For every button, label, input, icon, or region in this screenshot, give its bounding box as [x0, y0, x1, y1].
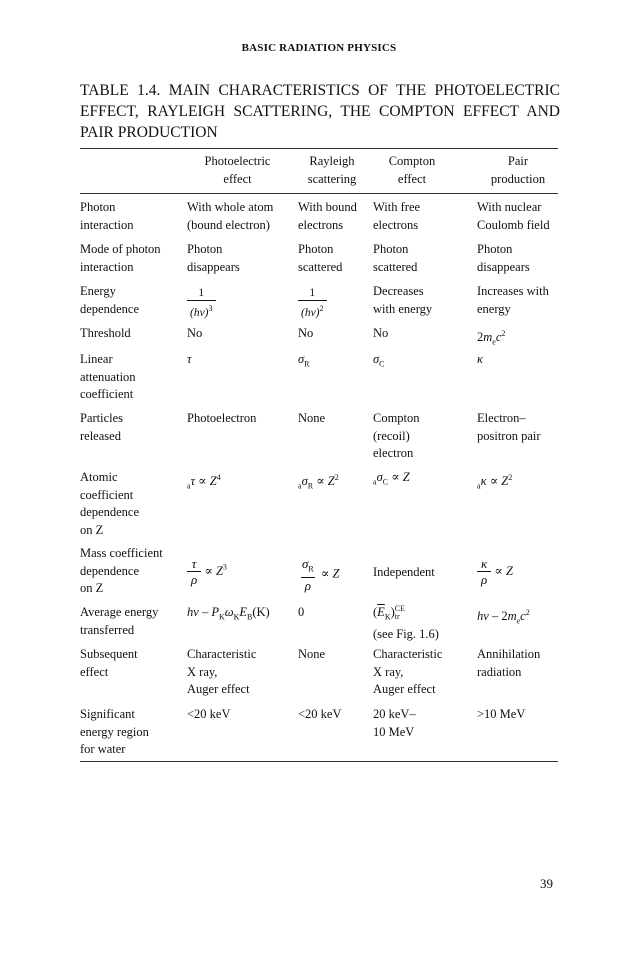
cell-line: Electron– [477, 411, 526, 425]
cell-line: (bound electron) [187, 217, 270, 232]
cell-compton [373, 410, 420, 463]
proportional-sign: ∝ [313, 474, 328, 489]
row-label-line: Photon [80, 200, 116, 214]
column-header-line: scattering [307, 172, 357, 186]
photon-energy: hν [187, 605, 199, 619]
cell-compton [373, 241, 417, 276]
row-label-line: coefficient [80, 487, 134, 502]
row-label-line: Mass coefficient [80, 546, 163, 560]
prefix: a [187, 481, 191, 491]
cell-line: With nuclear [477, 200, 542, 214]
row-label [80, 604, 158, 639]
cell-rayleigh [298, 241, 342, 276]
cell-line: With free [373, 200, 421, 214]
row-label [80, 545, 163, 598]
fraction-denominator: ρ [187, 571, 201, 587]
row-label-line: Atomic [80, 470, 118, 484]
mass-symbol: m [507, 609, 517, 624]
fraction-numerator: 1 [198, 287, 205, 299]
cell-pair [477, 469, 512, 495]
exponent: 2 [501, 329, 506, 338]
subscript: e [516, 616, 521, 626]
symbol: σ [301, 474, 308, 489]
cell-rayleigh: None [298, 647, 326, 661]
exponent: 4 [216, 473, 221, 482]
cell-line: With bound [298, 200, 357, 214]
symbol: σ [376, 470, 383, 484]
cell-compton [373, 283, 432, 318]
cell-photoelectric [187, 604, 270, 626]
minus-sign: – 2 [488, 609, 508, 624]
cell-line: scattered [298, 259, 343, 274]
table-bottom-rule [80, 761, 558, 762]
row-label: Threshold [80, 326, 131, 340]
row-label [80, 199, 133, 234]
cell-pair: κ [477, 352, 483, 366]
cell-line: Coulomb field [477, 217, 550, 232]
cell-line: radiation [477, 664, 522, 679]
cell-line: Photon [298, 242, 334, 256]
variable: Z [501, 474, 509, 489]
paren: ( [373, 605, 378, 619]
mass-symbol: m [483, 330, 493, 345]
prefix: a [477, 481, 481, 491]
cell-line: Auger effect [373, 682, 436, 696]
proportional-sign: ∝ [320, 566, 330, 581]
variable: Z [332, 566, 340, 581]
exponent: 3 [208, 304, 213, 313]
running-header: BASIC RADIATION PHYSICS [241, 42, 397, 54]
row-label-line: Particles [80, 411, 124, 425]
cell-line: Photon [477, 242, 513, 256]
cell-photoelectric: τ [187, 352, 192, 366]
cell-photoelectric [187, 469, 221, 495]
cell-compton [373, 604, 439, 644]
symbol: P [211, 605, 219, 619]
prefix: a [373, 477, 377, 487]
cell-line: Decreases [373, 284, 424, 298]
coefficient: 2 [477, 330, 484, 345]
table-top-rule [80, 148, 558, 149]
row-label-line: interaction [80, 259, 134, 274]
symbol: ω [224, 605, 234, 619]
column-header-line: Rayleigh [309, 154, 355, 168]
proportional-sign: ∝ [204, 563, 213, 578]
cell-line: electrons [373, 217, 419, 232]
row-label [80, 241, 161, 276]
cell-line: X ray, [373, 664, 404, 679]
sigma-symbol: σ [298, 352, 305, 366]
cell-compton [373, 646, 442, 699]
energy-fraction [298, 287, 327, 320]
symbol: τ [190, 474, 196, 489]
cell-pair [477, 646, 540, 681]
row-label-line: for water [80, 742, 126, 756]
fraction-denominator [187, 300, 216, 320]
subscript: tr [394, 612, 400, 622]
fraction-numerator: τ [191, 556, 197, 571]
subscript: R [304, 359, 310, 369]
cell-compton [373, 706, 416, 741]
mass-fraction [477, 557, 491, 587]
cell-line: scattered [373, 259, 418, 274]
cell-pair [477, 557, 513, 587]
column-header-compton [372, 152, 452, 188]
column-header-line: Compton [388, 154, 436, 168]
row-label-line: Subsequent [80, 647, 138, 661]
minus-sign: – [198, 605, 212, 619]
cell-compton [373, 351, 385, 373]
subscript: K [384, 612, 391, 622]
column-header-line: Photoelectric [204, 154, 271, 168]
denominator-text: (hν) [190, 306, 209, 319]
figure-reference: (see Fig. 1.6) [373, 627, 439, 641]
cell-rayleigh [298, 351, 310, 373]
mass-fraction [298, 557, 318, 593]
fraction-numerator: κ [481, 556, 488, 571]
cell-photoelectric [187, 287, 216, 320]
subscript: e [492, 337, 496, 347]
sigma-symbol: σ [302, 556, 309, 571]
cell-pair [477, 604, 530, 630]
exponent: 3 [222, 562, 227, 572]
cell-pair: >10 MeV [477, 707, 526, 721]
variable: Z [327, 474, 335, 489]
cell-compton [373, 469, 410, 491]
subscript: R [307, 481, 314, 491]
variable: Z [402, 470, 410, 484]
paren: ) [390, 605, 395, 619]
cell-pair [477, 199, 550, 234]
cell-photoelectric [187, 557, 227, 587]
fraction-denominator: ρ [301, 577, 315, 593]
cell-photoelectric: Photoelectron [187, 411, 257, 425]
cell-line: electron [373, 446, 414, 460]
column-header-pair [476, 152, 560, 188]
subscript: C [379, 359, 385, 369]
cell-line: disappears [477, 259, 530, 274]
exponent: 2 [508, 473, 513, 482]
mean-energy-symbol: $\overline{E}$ [377, 605, 385, 619]
row-label-line: attenuation [80, 369, 136, 384]
row-label [80, 706, 149, 759]
sup-sub-stack [395, 605, 405, 621]
cell-rayleigh: No [298, 326, 314, 340]
row-label [80, 351, 136, 404]
cell-line: Characteristic [373, 647, 443, 661]
column-header-line: Pair [507, 154, 529, 168]
cell-photoelectric: <20 keV [187, 707, 231, 721]
subscript: R [308, 564, 314, 574]
cell-photoelectric: No [187, 326, 203, 340]
light-speed-symbol: c [495, 330, 502, 345]
cell-line: Photon [187, 242, 223, 256]
column-header-line: effect [397, 172, 427, 186]
table-header-rule [80, 193, 558, 194]
row-label-line: Mode of photon [80, 242, 161, 256]
column-header-line: production [490, 172, 546, 186]
cell-line: Photon [373, 242, 409, 256]
row-label-line: dependence [80, 505, 139, 519]
page-number: 39 [540, 876, 553, 891]
symbol: E [239, 605, 247, 619]
proportional-sign: ∝ [486, 474, 502, 489]
fraction-numerator [298, 557, 318, 577]
cell-line: positron pair [477, 428, 541, 443]
cell-rayleigh: None [298, 411, 326, 425]
cell-line: Compton [373, 411, 420, 425]
cell-rayleigh [298, 287, 327, 320]
cell-line: energy [477, 301, 511, 316]
photon-energy: hν [477, 609, 489, 624]
fraction-denominator [298, 300, 327, 320]
row-label [80, 410, 123, 445]
symbol: κ [480, 474, 487, 489]
variable: Z [505, 563, 513, 578]
cell-line: electrons [298, 217, 344, 232]
variable: Z [215, 563, 223, 578]
cell-line: with energy [373, 301, 433, 316]
row-label-line: dependence [80, 301, 139, 316]
denominator-text: (hν) [301, 306, 320, 319]
cell-photoelectric [187, 241, 240, 276]
row-label-line: released [80, 428, 121, 443]
row-label-line: Linear [80, 352, 113, 366]
cell-line: Annihilation [477, 647, 541, 661]
cell-line: disappears [187, 259, 240, 274]
row-label-line: interaction [80, 217, 134, 232]
cell-line: X ray, [187, 664, 218, 679]
row-label-line: on Z [80, 522, 104, 537]
cell-compton: Independent [373, 565, 435, 579]
row-label-line: on Z [80, 581, 104, 595]
cell-line: With whole atom [187, 200, 274, 214]
mass-fraction [187, 557, 201, 587]
fraction-numerator: 1 [309, 287, 316, 299]
row-label-line: Average energy [80, 605, 159, 619]
subscript: K [218, 612, 225, 622]
cell-pair [477, 241, 530, 276]
column-header-photoelectric [190, 152, 285, 188]
cell-line: (recoil) [373, 428, 410, 443]
cell-line: Auger effect [187, 682, 250, 696]
fraction-denominator: ρ [477, 571, 491, 587]
cell-line: 20 keV– [373, 707, 416, 721]
exponent: 2 [334, 473, 339, 482]
row-label-line: transferred [80, 622, 135, 637]
row-label-line: Energy [80, 284, 116, 298]
row-label [80, 283, 139, 318]
subscript: C [382, 477, 389, 487]
prefix: a [298, 481, 302, 491]
cell-rayleigh [298, 557, 339, 593]
row-label-line: dependence [80, 563, 139, 578]
table-caption: TABLE 1.4. MAIN CHARACTERISTICS OF THE PHOTOELECTRIC EFFECT, RAYLEIGH SCATTERING, THE COMPTON EFFECT AND PAIR PRODUCTION [80, 82, 560, 141]
cell-rayleigh: <20 keV [298, 707, 342, 721]
subscript: K [233, 612, 240, 622]
cell-photoelectric [187, 646, 256, 699]
proportional-sign: ∝ [494, 563, 503, 578]
column-header-rayleigh [296, 152, 368, 188]
cell-rayleigh [298, 469, 339, 495]
row-label [80, 469, 139, 539]
exponent: 2 [319, 304, 324, 313]
cell-line: Increases with [477, 284, 549, 298]
subscript: B [246, 612, 253, 622]
compton-average-energy [373, 604, 439, 626]
cell-rayleigh [298, 199, 357, 234]
cell-compton: No [373, 326, 389, 340]
cell-pair [477, 283, 549, 318]
cell-line: Characteristic [187, 647, 257, 661]
cell-pair [477, 410, 541, 445]
cell-compton [373, 199, 420, 234]
row-label-line: coefficient [80, 387, 134, 401]
proportional-sign: ∝ [195, 474, 210, 489]
row-label-line: effect [80, 664, 109, 679]
row-label-line: Significant [80, 707, 135, 721]
cell-rayleigh: 0 [298, 605, 305, 619]
cell-line: 10 MeV [373, 724, 415, 739]
column-header-line: effect [223, 172, 252, 186]
variable: Z [209, 474, 217, 489]
shell-label: (K) [252, 605, 270, 619]
superscript: CE [394, 604, 405, 614]
cell-pair [477, 325, 505, 351]
energy-fraction [187, 287, 216, 320]
sigma-symbol: σ [373, 352, 380, 366]
row-label [80, 646, 138, 681]
light-speed-symbol: c [520, 609, 526, 624]
row-label-line: energy region [80, 724, 149, 739]
cell-photoelectric [187, 199, 273, 234]
exponent: 2 [525, 608, 530, 617]
proportional-sign: ∝ [388, 470, 403, 484]
